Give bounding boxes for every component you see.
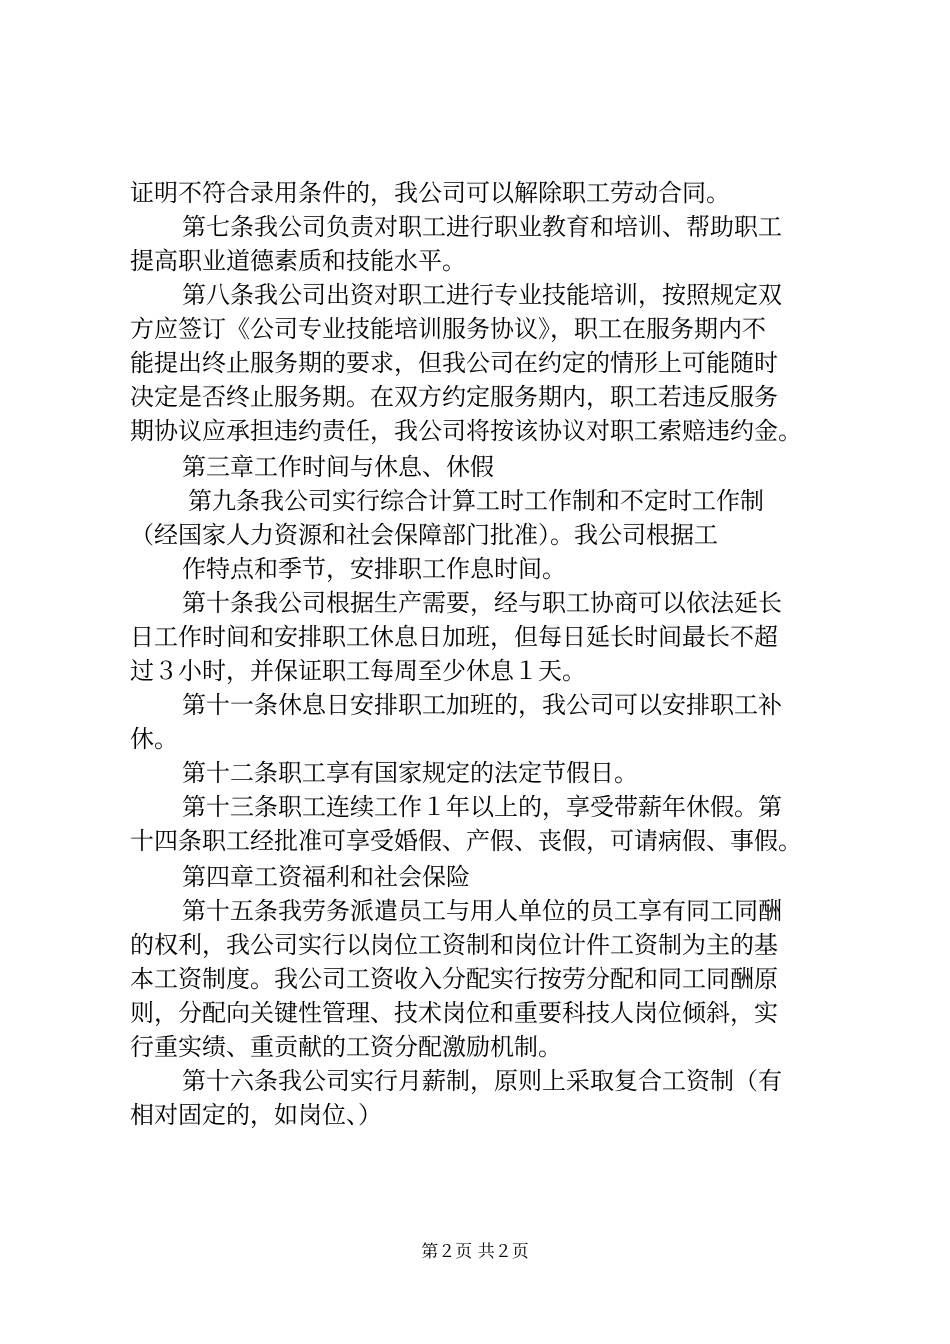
body-line: 能提出终止服务期的要求，但我公司在约定的情形上可能随时 <box>130 349 778 377</box>
chapter-heading: 第四章工资福利和社会保险 <box>182 863 470 891</box>
body-line: 十四条职工经批准可享受婚假、产假、丧假，可请病假、事假。 <box>130 827 802 855</box>
body-line: 提高职业道德素质和技能水平。 <box>130 247 466 275</box>
body-line: 第十一条休息日安排职工加班的，我公司可以安排职工补 <box>182 691 782 719</box>
body-line: 第十六条我公司实行月薪制，原则上采取复合工资制（有 <box>182 1067 782 1095</box>
body-line: 第十二条职工享有国家规定的法定节假日。 <box>182 759 638 787</box>
body-line: 第十五条我劳务派遣员工与用人单位的员工享有同工同酬 <box>182 897 782 925</box>
body-line: 作特点和季节，安排职工作息时间。 <box>182 555 566 583</box>
body-line: 期协议应承担违约责任，我公司将按该协议对职工索赔违约金。 <box>130 417 802 445</box>
body-line: 第十条我公司根据生产需要，经与职工协商可以依法延长 <box>182 589 782 617</box>
body-line: 证明不符合录用条件的，我公司可以解除职工劳动合同。 <box>130 179 730 207</box>
body-line: 过３小时，并保证职工每周至少休息１天。 <box>130 657 586 685</box>
body-line: 行重实绩、重贡献的工资分配激励机制。 <box>130 1033 562 1061</box>
body-line: 的权利，我公司实行以岗位工资制和岗位计件工资制为主的基 <box>130 931 778 959</box>
body-line: 决定是否终止服务期。在双方约定服务期内，职工若违反服务 <box>130 383 778 411</box>
body-line: 日工作时间和安排职工休息日加班，但每日延长时间最长不超 <box>130 623 778 651</box>
body-line: （经国家人力资源和社会保障部门批准）。我公司根据工 <box>130 521 718 549</box>
page-footer: 第２页 共２页 <box>421 1242 529 1262</box>
body-line: 第八条我公司出资对职工进行专业技能培训，按照规定双 <box>182 281 782 309</box>
body-line: 休。 <box>130 725 178 753</box>
body-line: 第十三条职工连续工作１年以上的，享受带薪年休假。第 <box>182 793 782 821</box>
body-line: 方应签订《公司专业技能培训服务协议》，职工在服务期内不 <box>130 315 766 343</box>
body-line: 第九条我公司实行综合计算工时工作制和不定时工作制 <box>188 487 764 515</box>
body-line: 第七条我公司负责对职工进行职业教育和培训、帮助职工 <box>182 213 782 241</box>
body-line: 本工资制度。我公司工资收入分配实行按劳分配和同工同酬原 <box>130 965 778 993</box>
chapter-heading: 第三章工作时间与休息、休假 <box>182 453 494 481</box>
body-line: 则，分配向关键性管理、技术岗位和重要科技人岗位倾斜，实 <box>130 999 778 1027</box>
body-line: 相对固定的，如岗位、） <box>130 1101 382 1129</box>
